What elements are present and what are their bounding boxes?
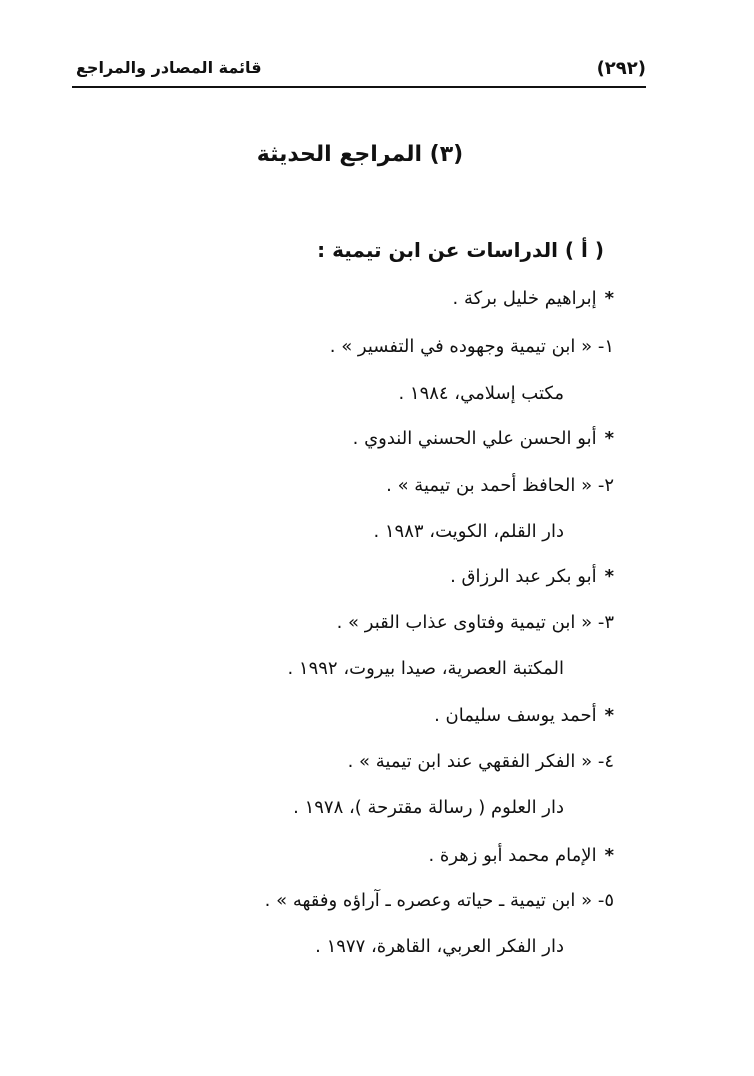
entry-publication: دار القلم، الكويت، ١٩٨٣ . [373,521,564,542]
entry-author [434,705,614,726]
entry-author [353,428,614,449]
entry-author [450,566,614,587]
entry-author [428,845,614,866]
subsection-title: ( أ ) الدراسات عن ابن تيمية : [317,238,604,262]
author-name: أبو بكر عبد الرزاق . [450,566,597,587]
entry-publication: دار العلوم ( رسالة مقترحة )، ١٩٧٨ . [293,797,564,818]
author-name: الإمام محمد أبو زهرة . [428,845,597,866]
entry-publication: المكتبة العصرية، صيدا بيروت، ١٩٩٢ . [287,658,564,679]
entry-author [453,288,614,309]
entry-publication: دار الفكر العربي، القاهرة، ١٩٧٧ . [315,936,564,957]
entry-work-title: ٢- « الحافظ أحمد بن تيمية » . [386,475,614,496]
page-number: (٢٩٢) [596,58,646,79]
entry-work-title: ٥- « ابن تيمية ـ حياته وعصره ـ آراؤه وفقهه » . [264,890,614,911]
entry-work-title: ٣- « ابن تيمية وفتاوى عذاب القبر » . [336,612,614,633]
running-header [72,56,646,88]
entry-work-title: ١- « ابن تيمية وجهوده في التفسير » . [329,336,614,357]
bullet-star: * [604,705,614,726]
bullet-star: * [604,428,614,449]
running-title: قائمة المصادر والمراجع [76,58,262,77]
author-name: أحمد يوسف سليمان . [434,705,597,726]
bullet-star: * [604,288,614,309]
entry-publication: مكتب إسلامي، ١٩٨٤ . [398,383,564,404]
author-name: إبراهيم خليل بركة . [452,288,597,309]
bullet-star: * [604,566,614,587]
entry-work-title: ٤- « الفكر الفقهي عند ابن تيمية » . [347,751,614,772]
bullet-star: * [604,845,614,866]
section-title: (٣) المراجع الحديثة [256,142,464,167]
author-name: أبو الحسن علي الحسني الندوي . [352,428,597,449]
